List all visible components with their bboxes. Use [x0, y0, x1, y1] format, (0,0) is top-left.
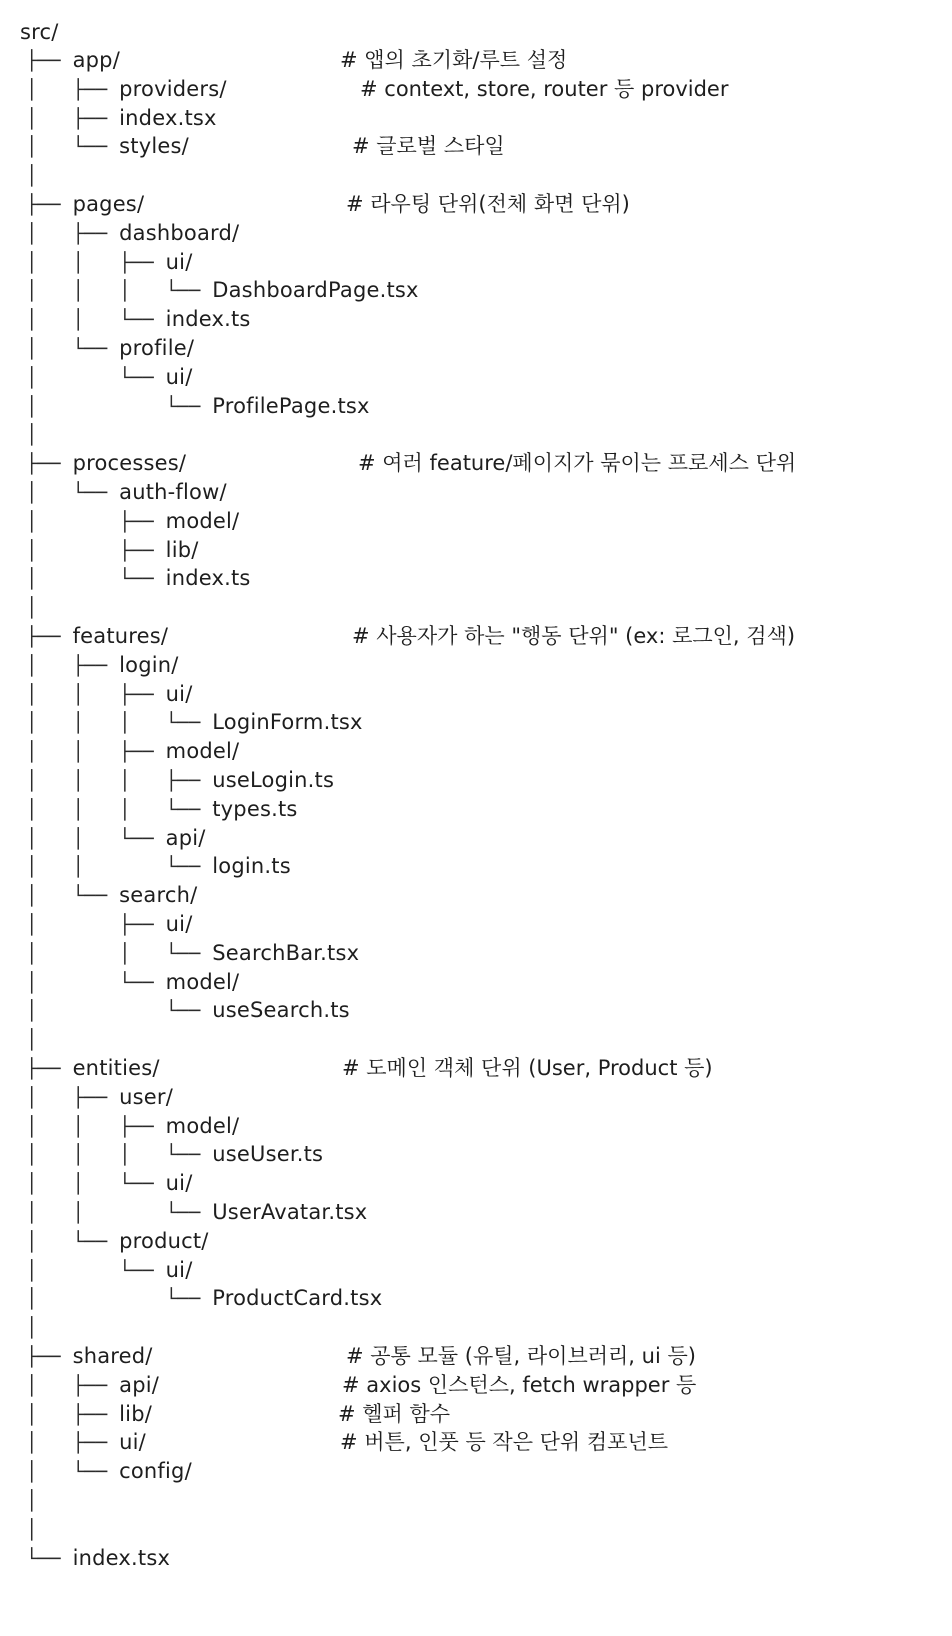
- tree-row: [26, 507, 239, 535]
- tree-guide-connector: │ │ ├──: [26, 1115, 166, 1138]
- tree-row: [26, 1428, 146, 1456]
- tree-guide-connector: │ ├──: [26, 107, 120, 130]
- tree-guide-connector: │ └──: [26, 568, 166, 591]
- tree-guide-connector: │ ├──: [26, 1432, 120, 1455]
- tree-row: [26, 996, 350, 1024]
- tree-row: [26, 363, 193, 391]
- tree-row: [26, 248, 193, 276]
- tree-row: [26, 564, 251, 592]
- file-name: ProductCard.tsx: [212, 1286, 383, 1311]
- tree-guide-connector: │ │ ├──: [26, 683, 166, 706]
- file-name: useLogin.ts: [212, 768, 335, 792]
- tree-row: [26, 708, 363, 736]
- tree-guide-connector: │ └──: [26, 1461, 120, 1484]
- tree-guide-connector: │ └──: [26, 1288, 213, 1311]
- tree-guide-connector: │ └──: [26, 1230, 120, 1253]
- tree-guide-connector: │ │ └──: [26, 1173, 166, 1196]
- tree-row: [26, 968, 239, 996]
- folder-name: model/: [165, 739, 240, 764]
- tree-guide-connector: │ └──: [26, 1259, 166, 1282]
- tree-guide-connector: │ └──: [26, 136, 120, 159]
- tree-row: [26, 910, 193, 938]
- tree-spacer-row: [26, 1313, 38, 1341]
- folder-name: model/: [165, 508, 240, 533]
- folder-name: api/: [165, 825, 206, 850]
- folder-name: profile/: [119, 336, 195, 360]
- tree-row: [26, 104, 217, 132]
- tree-row: [26, 1544, 170, 1572]
- tree-guide-connector: │ └──: [26, 395, 213, 418]
- tree-row: [26, 881, 197, 909]
- tree-guide-connector: │ └──: [26, 482, 120, 504]
- tree-guide-connector: │ │ └──: [26, 1202, 213, 1224]
- tree-guide-connector: │ │ ├──: [26, 251, 166, 274]
- tree-row: [26, 1371, 159, 1399]
- tree-row: [26, 1284, 382, 1312]
- tree-row: [26, 334, 194, 362]
- file-name: types.ts: [212, 796, 298, 821]
- folder-name: app/: [72, 48, 120, 72]
- tree-guide-connector: │ │ └──: [26, 309, 166, 332]
- tree-row: [26, 1140, 323, 1168]
- tree-comment: # 사용자가 하는 "행동 단위" (ex: 로그인, 검색): [352, 624, 796, 648]
- file-name: index.tsx: [72, 1545, 171, 1570]
- tree-guide-connector: │ │ │ └──: [26, 280, 213, 303]
- tree-guide-connector: │ └──: [26, 1000, 213, 1023]
- tree-guide-connector: │ └──: [26, 338, 120, 360]
- tree-guide-connector: │: [26, 165, 38, 188]
- tree-comment: # context, store, router 등 provider: [360, 76, 729, 101]
- tree-row: [26, 680, 193, 708]
- tree-guide-connector: │ │ │ ├──: [26, 770, 213, 792]
- tree-guide-connector: │ │ │ └──: [26, 1144, 213, 1167]
- tree-comment: # 여러 feature/페이지가 묶이는 프로세스 단위: [358, 451, 797, 476]
- folder-name: ui/: [165, 912, 193, 936]
- folder-name: ui/: [165, 364, 193, 389]
- tree-guide-connector: │ │ ├──: [26, 741, 166, 764]
- tree-guide-connector: │ ├──: [26, 78, 120, 101]
- tree-row: [26, 132, 189, 160]
- folder-name: ui/: [165, 249, 193, 274]
- tree-guide-connector: │ ├──: [26, 510, 166, 533]
- folder-name: styles/: [119, 134, 189, 159]
- file-name: login.ts: [212, 854, 291, 879]
- file-name: LoginForm.tsx: [212, 710, 363, 735]
- tree-guide-connector: │ ├──: [26, 914, 166, 936]
- tree-row: [26, 1054, 160, 1082]
- tree-row: [26, 1227, 209, 1255]
- tree-row: [26, 1342, 153, 1370]
- folder-name: ui/: [165, 1171, 193, 1196]
- tree-comment: # 도메인 객체 단위 (User, Product 등): [342, 1056, 713, 1080]
- tree-row: [26, 1083, 173, 1111]
- file-name: UserAvatar.tsx: [212, 1200, 368, 1224]
- tree-row: [26, 824, 206, 852]
- tree-row: [26, 795, 298, 823]
- tree-comment: # axios 인스턴스, fetch wrapper 등: [342, 1372, 697, 1397]
- tree-row: [26, 651, 179, 679]
- tree-guide-connector: │: [26, 597, 38, 620]
- tree-guide-connector: ├──: [26, 453, 73, 476]
- folder-name: api/: [119, 1372, 160, 1397]
- tree-guide-connector: ├──: [26, 50, 73, 72]
- tree-comment: # 공통 모듈 (유틸, 라이브러리, ui 등): [346, 1344, 696, 1368]
- tree-comment: # 라우팅 단위(전체 화면 단위): [346, 192, 630, 216]
- tree-row: [26, 1198, 367, 1226]
- tree-row: [26, 939, 359, 967]
- tree-guide-connector: │ ├──: [26, 654, 120, 677]
- tree-guide-connector: │ ├──: [26, 222, 120, 245]
- tree-guide-connector: │: [26, 1317, 38, 1340]
- folder-name: ui/: [119, 1430, 146, 1455]
- tree-comment: # 버튼, 인풋 등 작은 단위 컴포넌트: [340, 1430, 669, 1455]
- folder-name: user/: [119, 1084, 174, 1109]
- tree-row: [26, 1169, 193, 1197]
- tree-guide-connector: │ ├──: [26, 539, 166, 562]
- folder-name: features/: [72, 624, 169, 648]
- folder-name: config/: [119, 1459, 192, 1484]
- tree-row: [26, 305, 251, 333]
- tree-guide-connector: ├──: [26, 1058, 73, 1080]
- file-name: useSearch.ts: [212, 998, 350, 1023]
- tree-row: [26, 622, 168, 650]
- folder-name: auth-flow/: [119, 480, 227, 504]
- tree-guide-connector: │: [26, 424, 38, 447]
- file-name: index.ts: [165, 307, 251, 332]
- tree-comment: # 앱의 초기화/루트 설정: [340, 48, 568, 72]
- folder-name: ui/: [165, 1257, 193, 1282]
- tree-guide-connector: └──: [26, 1547, 73, 1570]
- tree-comment: # 헬퍼 함수: [338, 1401, 451, 1426]
- file-name: index.ts: [165, 566, 251, 591]
- folder-name: model/: [165, 1113, 240, 1138]
- tree-spacer-row: [26, 1025, 38, 1053]
- tree-spacer-row: [26, 1515, 38, 1543]
- tree-row: [26, 852, 291, 880]
- tree-spacer-row: [26, 593, 38, 621]
- file-name: DashboardPage.tsx: [212, 278, 419, 303]
- tree-guide-connector: │: [26, 1518, 38, 1541]
- tree-guide-connector: ├──: [26, 1346, 73, 1368]
- tree-row: [26, 1400, 152, 1428]
- file-name: index.tsx: [119, 105, 217, 130]
- folder-name: providers/: [119, 76, 227, 101]
- tree-guide-connector: │ │ │ └──: [26, 798, 213, 821]
- tree-spacer-row: [26, 161, 38, 189]
- tree-spacer-row: [26, 420, 38, 448]
- tree-guide-connector: │ │ └──: [26, 942, 213, 965]
- folder-name: lib/: [165, 537, 199, 562]
- tree-guide-connector: │ │ │ └──: [26, 712, 213, 735]
- tree-guide-connector: │: [26, 1490, 38, 1512]
- tree-spacer-row: [26, 1486, 38, 1514]
- tree-row: [26, 478, 227, 506]
- tree-row: [26, 190, 144, 218]
- tree-guide-connector: │ └──: [26, 971, 166, 994]
- tree-row: [26, 1112, 239, 1140]
- tree-row: [26, 219, 239, 247]
- tree-row: [26, 1256, 193, 1284]
- folder-name: lib/: [119, 1401, 152, 1426]
- folder-name: entities/: [72, 1056, 160, 1080]
- tree-row: [26, 449, 186, 477]
- tree-row: [26, 766, 334, 794]
- folder-name: login/: [119, 652, 179, 677]
- tree-guide-connector: │ └──: [26, 366, 166, 389]
- tree-guide-connector: │ ├──: [26, 1403, 120, 1426]
- tree-row: [26, 536, 199, 564]
- folder-name: dashboard/: [119, 220, 240, 245]
- tree-row: [26, 276, 419, 304]
- file-name: useUser.ts: [212, 1142, 324, 1167]
- file-name: SearchBar.tsx: [212, 940, 360, 965]
- tree-guide-connector: │: [26, 1029, 38, 1052]
- folder-name: search/: [119, 883, 198, 908]
- tree-guide-connector: ├──: [26, 626, 73, 648]
- folder-name: processes/: [72, 451, 187, 476]
- tree-row: [26, 75, 227, 103]
- tree-row: [26, 392, 370, 420]
- folder-name: product/: [119, 1228, 209, 1253]
- tree-guide-connector: │ │ └──: [26, 827, 166, 850]
- tree-guide-connector: │ ├──: [26, 1374, 120, 1397]
- tree-comment: # 글로벌 스타일: [352, 134, 505, 159]
- tree-root: src/: [20, 20, 59, 44]
- tree-guide-connector: │ ├──: [26, 1086, 120, 1109]
- file-name: ProfilePage.tsx: [212, 393, 370, 418]
- tree-guide-connector: │ │ └──: [26, 856, 213, 879]
- tree-guide-connector: ├──: [26, 194, 73, 216]
- tree-guide-connector: │ └──: [26, 885, 120, 908]
- tree-row: [26, 1457, 192, 1485]
- tree-row: [26, 46, 120, 74]
- folder-name: model/: [165, 969, 240, 994]
- folder-name: shared/: [72, 1344, 153, 1368]
- folder-name: pages/: [72, 192, 145, 216]
- tree-row: [26, 737, 239, 765]
- folder-name: ui/: [165, 681, 193, 706]
